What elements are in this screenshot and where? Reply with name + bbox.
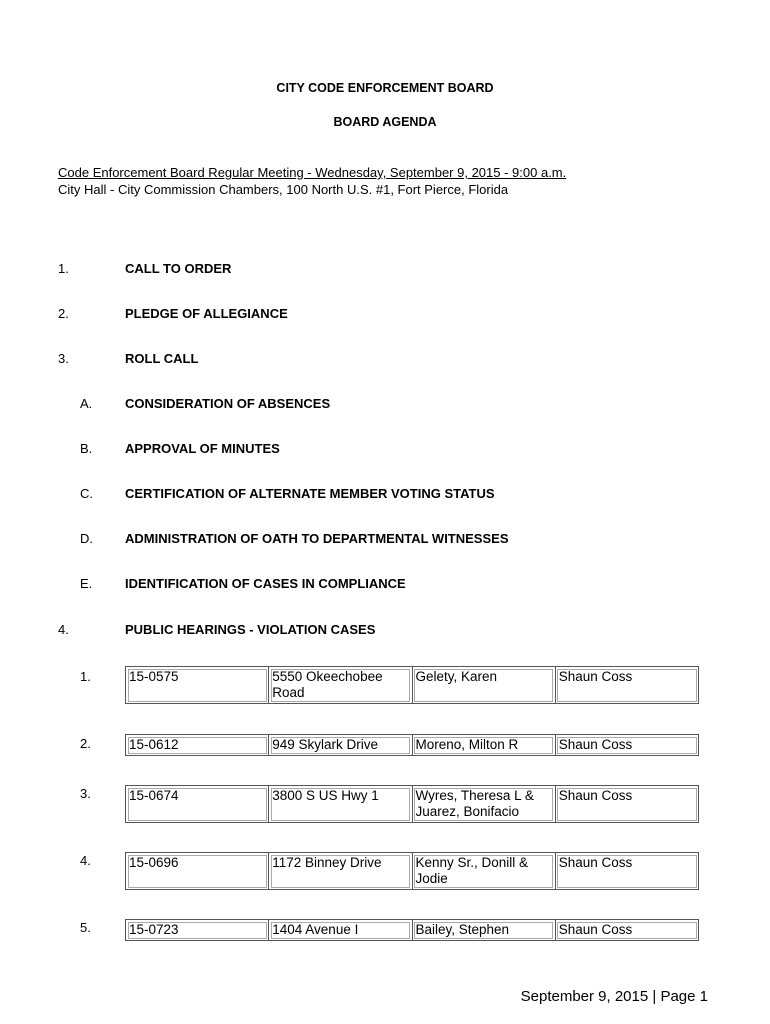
case-table bbox=[125, 919, 699, 941]
case-officer-cell: Shaun Coss bbox=[555, 853, 698, 890]
subitem-minutes: APPROVAL OF MINUTES bbox=[125, 441, 280, 456]
case-officer-cell: Shaun Coss bbox=[555, 920, 698, 941]
case-number-label: 2. bbox=[80, 736, 91, 751]
agenda-item-call-to-order: CALL TO ORDER bbox=[125, 261, 232, 276]
agenda-item-public-hearings: PUBLIC HEARINGS - VIOLATION CASES bbox=[125, 622, 376, 637]
case-address-cell: 5550 Okeechobee Road bbox=[269, 667, 412, 704]
subitem-oath: ADMINISTRATION OF OATH TO DEPARTMENTAL WITNESSES bbox=[125, 531, 509, 546]
agenda-item-number: 4. bbox=[58, 622, 69, 637]
table-row bbox=[126, 920, 699, 941]
case-owner-cell: Bailey, Stephen bbox=[412, 920, 555, 941]
document-subtitle: BOARD AGENDA bbox=[333, 115, 437, 129]
case-owner-cell: Moreno, Milton R bbox=[412, 735, 555, 756]
table-row bbox=[126, 735, 699, 756]
subitem-certification: CERTIFICATION OF ALTERNATE MEMBER VOTING STATUS bbox=[125, 486, 495, 501]
subitem-absences: CONSIDERATION OF ABSENCES bbox=[125, 396, 331, 411]
subitem-letter: C. bbox=[80, 486, 93, 501]
case-id-cell: 15-0612 bbox=[126, 735, 269, 756]
case-table bbox=[125, 852, 699, 890]
case-id-cell: 15-0696 bbox=[126, 853, 269, 890]
table-row bbox=[126, 786, 699, 823]
case-number-label: 1. bbox=[80, 669, 91, 684]
agenda-item-number: 2. bbox=[58, 306, 69, 321]
agenda-item-number: 3. bbox=[58, 351, 69, 366]
case-number-label: 3. bbox=[80, 786, 91, 801]
table-row bbox=[126, 667, 699, 704]
case-owner-cell: Kenny Sr., Donill & Jodie bbox=[412, 853, 555, 890]
case-address-cell: 3800 S US Hwy 1 bbox=[269, 786, 412, 823]
case-id-cell: 15-0674 bbox=[126, 786, 269, 823]
meeting-info-line2: City Hall - City Commission Chambers, 100 North U.S. #1, Fort Pierce, Florida bbox=[58, 182, 509, 197]
agenda-item-roll-call: ROLL CALL bbox=[125, 351, 199, 366]
subitem-letter: B. bbox=[80, 441, 93, 456]
case-table bbox=[125, 734, 699, 756]
subitem-compliance: IDENTIFICATION OF CASES IN COMPLIANCE bbox=[125, 576, 406, 591]
agenda-item-pledge: PLEDGE OF ALLEGIANCE bbox=[125, 306, 288, 321]
case-officer-cell: Shaun Coss bbox=[555, 667, 698, 704]
case-officer-cell: Shaun Coss bbox=[555, 786, 698, 823]
table-row bbox=[126, 853, 699, 890]
case-address-cell: 1172 Binney Drive bbox=[269, 853, 412, 890]
subitem-letter: E. bbox=[80, 576, 93, 591]
subitem-letter: A. bbox=[80, 396, 93, 411]
subitem-letter: D. bbox=[80, 531, 93, 546]
case-officer-cell: Shaun Coss bbox=[555, 735, 698, 756]
meeting-info-line1: Code Enforcement Board Regular Meeting - Wednesday, September 9, 2015 - 9:00 a.m. bbox=[58, 165, 567, 180]
page-footer: September 9, 2015 | Page 1 bbox=[520, 988, 708, 1005]
case-table bbox=[125, 785, 699, 823]
case-address-cell: 949 Skylark Drive bbox=[269, 735, 412, 756]
case-id-cell: 15-0723 bbox=[126, 920, 269, 941]
case-id-cell: 15-0575 bbox=[126, 667, 269, 704]
case-number-label: 4. bbox=[80, 853, 91, 868]
agenda-item-number: 1. bbox=[58, 261, 69, 276]
case-owner-cell: Gelety, Karen bbox=[412, 667, 555, 704]
case-owner-cell: Wyres, Theresa L & Juarez, Bonifacio bbox=[412, 786, 555, 823]
document-title: CITY CODE ENFORCEMENT BOARD bbox=[276, 81, 494, 95]
case-table bbox=[125, 666, 699, 704]
case-address-cell: 1404 Avenue I bbox=[269, 920, 412, 941]
case-number-label: 5. bbox=[80, 920, 91, 935]
